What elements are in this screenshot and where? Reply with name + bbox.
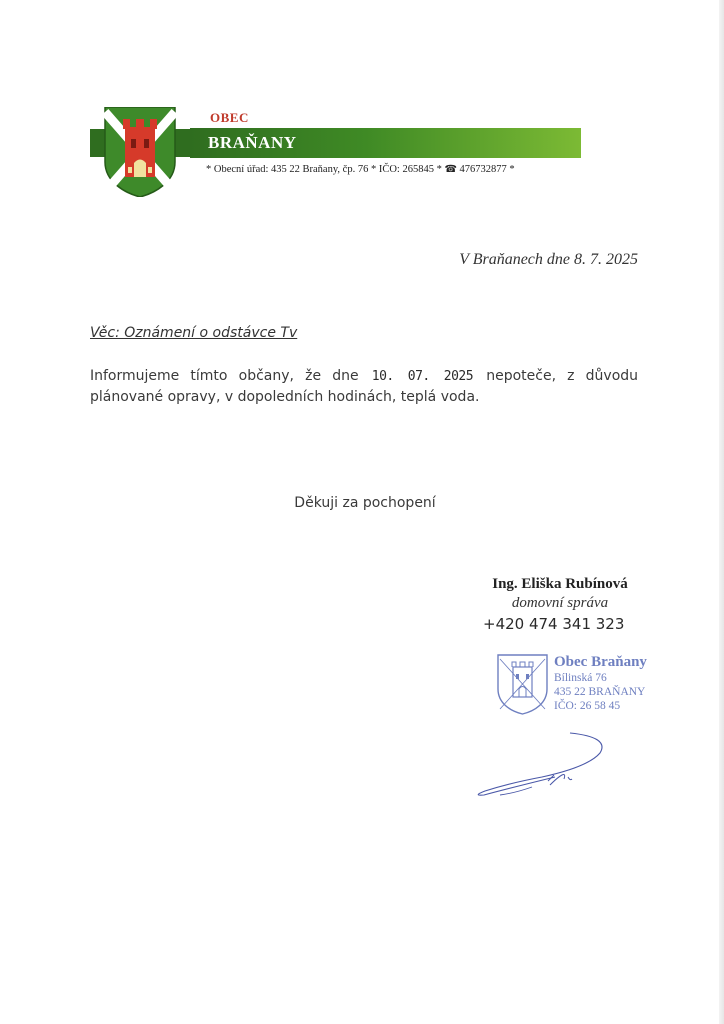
page-edge [719,0,724,1024]
office-phone: 476732877 [459,164,507,175]
body-before-date: Informujeme tímto občany, že dne [90,368,359,384]
letter-date: V Braňanech dne 8. 7. 2025 [459,251,638,268]
obec-label: OBEC [210,110,249,125]
signature-block [470,576,650,633]
handwritten-date: 10. 07. 2025 [371,369,474,384]
stamp-ico: IČO: 26 58 45 [554,700,621,712]
signatory-phone: +420 474 341 323 [483,615,625,633]
signatory-name: Ing. Eliška Rubínová [492,576,628,592]
office-address-prefix: * Obecní úřad: 435 22 Braňany, čp. 76 * IČO: 265845 * [206,164,445,175]
signatory-role: domovní správa [511,595,609,611]
official-stamp [554,654,647,713]
thanks-line: Děkuji za pochopení [294,495,436,511]
stamp-street: Bílinská 76 [554,672,607,684]
town-name: BRAŇANY [208,133,297,152]
town-crest-icon [90,107,190,197]
stamp-crest-icon [495,653,550,715]
stamp-city: 435 22 BRAŇANY [554,686,646,698]
handwritten-signature [470,725,620,805]
body-after-date: nepoteče, z důvodu plánované opravy, v dopoledních hodinách, teplá voda. [90,368,639,405]
office-address-line [206,164,515,175]
stamp-name: Obec Braňany [554,654,647,670]
letter-subject: Věc: Oznámení o odstávce Tv [90,325,298,341]
office-address-suffix: * [506,164,515,175]
telephone-icon: ☎ [444,164,457,175]
letter-body [90,366,638,408]
